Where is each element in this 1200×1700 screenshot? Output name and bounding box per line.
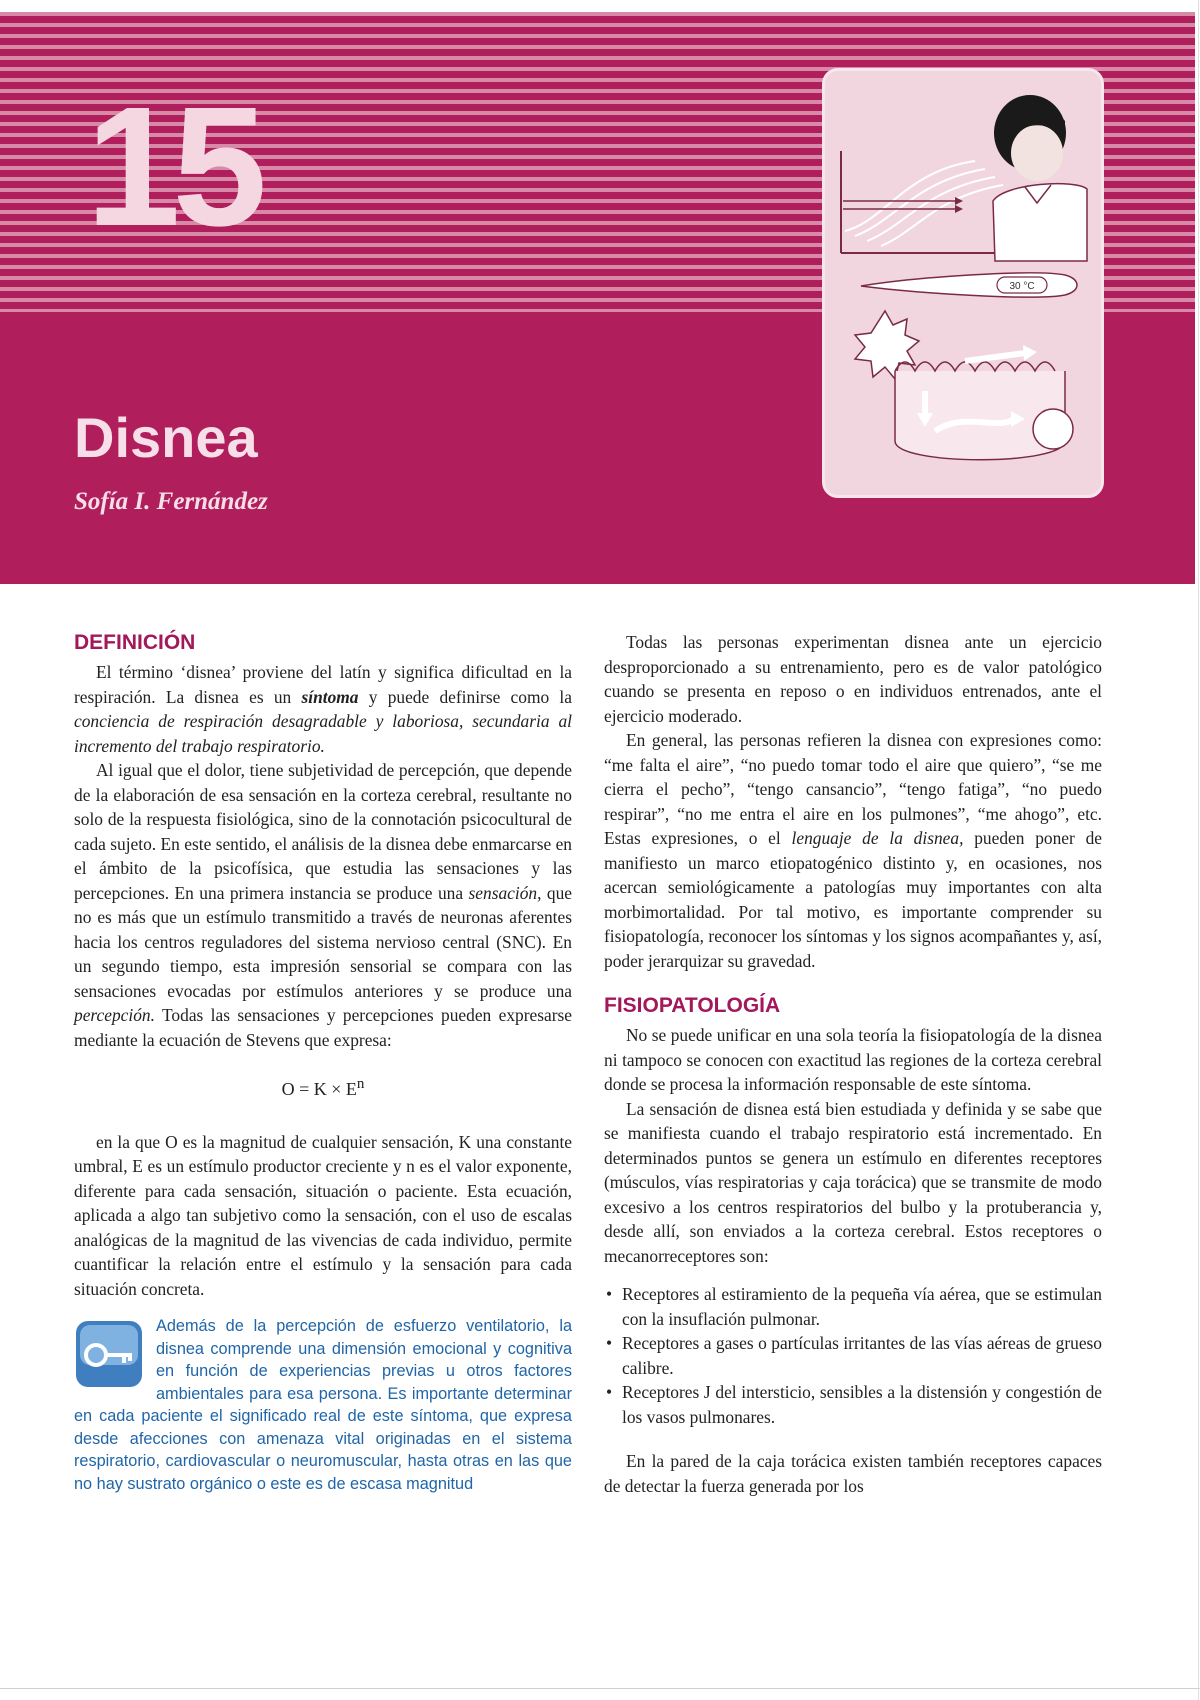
text-run: que no es más que un estímulo transmitido a través de neuronas aferentes hacia los centros reguladores del sistema nervioso central (SNC). En un segundo tiempo, esta impresión sensorial se compara con las sensaciones evocadas por estímulos anteriores y se produce una [74,882,572,1001]
key-note [74,1315,572,1495]
equation-base: O = K × E [281,1079,357,1099]
person-icon [993,95,1087,261]
emphasis-lenguaje: lenguaje de la disnea, [791,828,964,848]
text-run: y puede definirse como la [358,686,572,707]
emphasis-percepcion: percepción. [74,1005,155,1025]
key-icon [74,1319,144,1389]
text-run: Al igual que el dolor, tiene subjetividad de percepción, que depende de la elaboración de esa sensación en la corteza cerebral, resultante no solo de la respuesta fisiológica, sino de la connotación psicocultural de cada sujeto. En este sentido, el análisis de la disnea debe enmarcarse en el ámbito de la psicofísica, que estudia las sensaciones y las percepciones. En una primera instancia se produce una [74,760,572,903]
cell-diagram-icon [855,311,1073,460]
spacer [604,973,1102,993]
section-heading-definicion: DEFINICIÓN [74,631,196,654]
emphasis-definition: conciencia de respiración desagradable y laboriosa, secundaria al incremento del trabajo respiratorio. [74,711,572,756]
receptor-list [604,1282,1102,1429]
paragraph: Todas las personas experimentan disnea ante un ejercicio desproporcionado a su entrenamiento, pero es de valor patológico cuando se presenta en reposo o en individuos entrenados, ante el ejercicio moderado. [604,632,1102,726]
text-run: El término ‘disnea’ proviene del latín y significa dificultad en la respiración. La disnea es un [74,662,572,707]
right-column [604,630,1102,1498]
paragraph: En la pared de la caja torácica existen también receptores capaces de detectar la fuerza generada por los [604,1451,1102,1496]
emphasis-sensacion: sensación, [468,882,542,903]
note-text: Además de la percepción de esfuerzo ventilatorio, la disnea comprende una dimensión emocional y cognitiva en función de experiencias previas u otros factores ambientales para esa persona. Es importante determinar en cada paciente el significado real de este síntoma, que expresa desde afecciones con amenaza vital originadas en el sistema respiratorio, cardiovascular o neuromuscular, hasta otras en las que no hay sustrato orgánico o este es de escasa magnitud [74,1317,572,1493]
paragraph: No se puede unificar en una sola teoría la fisiopatología de la disnea ni tampoco se conocen con exactitud las regiones de la corteza cerebral donde se procesa la información responsable de este síntoma. [604,1025,1102,1094]
page-right-rule [1198,0,1199,1700]
chapter-title: Disnea [74,406,258,469]
paragraph [74,758,572,1052]
illustration-svg [825,71,1101,495]
list-item: • Receptores a gases o partículas irritantes de las vías aéreas de grueso calibre. [604,1331,1102,1380]
text-run: En general, las personas refieren la disnea con expresiones como: “me falta el aire”, “no puedo tomar todo el aire que quiero”, “se me cierra el pecho”, “tengo cansancio”, “tengo fatiga”, “no puedo respirar”, “no me entra el aire en los pulmones”, “me ahogo”, etc. Estas expresiones, o el [604,730,1102,848]
page-bottom-rule [0,1688,1200,1689]
paragraph [604,728,1102,973]
stevens-equation [74,1072,572,1102]
graph-icon [841,151,1015,253]
paragraph: La sensación de disnea está bien estudiada y definida y se sabe que se manifiesta cuando el trabajo respiratorio está incrementado. En determinados puntos se genera un estímulo en diferentes receptores (músculos, vías respiratorias y caja torácica) que se transmite de modo excesivo a los centros respiratorios del bulbo y la protuberancia y, desde allí, son enviados a la corteza cerebral. Estos receptores o mecanorreceptores son: [604,1098,1102,1266]
equation-exponent: n [356,1076,365,1092]
chapter-header [0,12,1195,584]
thermometer-icon [861,273,1077,297]
paragraph [74,660,572,758]
list-item: • Receptores J del intersticio, sensibles a la distensión y congestión de los vasos pulmonares. [604,1380,1102,1429]
chapter-number: 15 [86,72,260,262]
left-column [74,630,572,1495]
chapter-author: Sofía I. Fernández [74,488,268,515]
text-run: Todas las sensaciones y percepciones pueden expresarse mediante la ecuación de Stevens que expresa: [74,1005,572,1050]
text-run: pueden poner de manifiesto un marco etiopatogénico distinto y, en ocasiones, nos acercan semiológicamente a patologías muy importantes con alta morbimortalidad. Por tal motivo, es importante comprender su fisiopatología, reconocer los síntomas y los signos acompañantes y, así, poder jerarquizar su gravedad. [604,828,1102,971]
section-heading-fisiopatologia: FISIOPATOLOGÍA [604,994,781,1017]
thermometer-reading: 30 °C [1009,281,1035,292]
emphasis-sintoma: síntoma [301,686,359,707]
paragraph: en la que O es la magnitud de cualquier sensación, K una constante umbral, E es un estímulo productor creciente y n es el valor exponente, diferente para cada sensación, situación o paciente. Esta ecuación, aplicada a algo tan subjetivo como la sensación, con el uso de escalas analógicas de la magnitud de las vivencias de cada individuo, permite cuantificar la relación entre el estímulo y la sensación para cada situación concreta. [74,1131,572,1299]
chapter-illustration [822,68,1104,498]
list-item: • Receptores al estiramiento de la pequeña vía aérea, que se estimulan con la insuflación pulmonar. [604,1282,1102,1331]
